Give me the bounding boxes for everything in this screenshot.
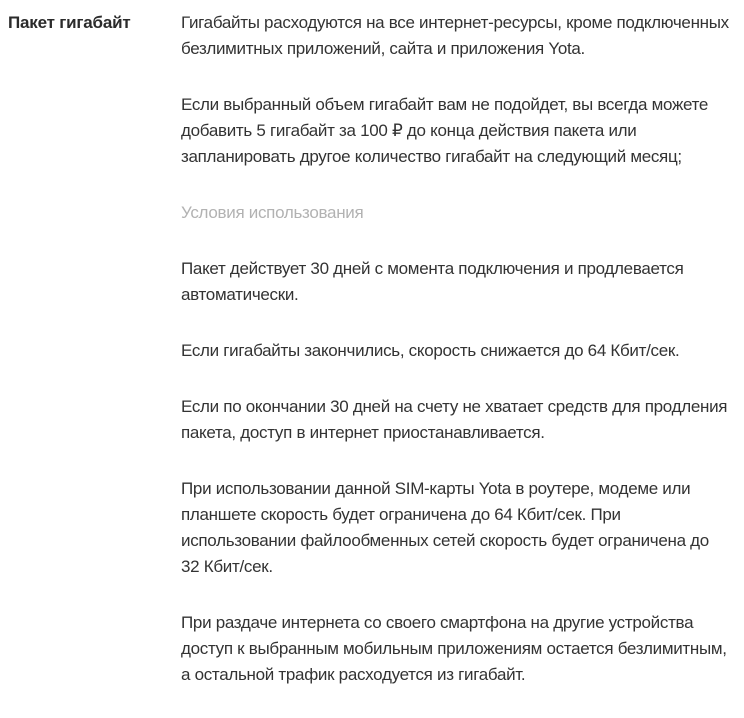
intro-paragraph: Гигабайты расходуются на все интернет-ресурсы, кроме подключенных безлимитных приложений, сайта и приложения Yota. <box>181 13 729 58</box>
section-content-column <box>181 10 729 718</box>
terms-paragraph: При раздаче интернета со своего смартфона на другие устройства доступ к выбранным мобильным приложениям остается безлимитным, а остальной трафик расходуется из гигабайт. <box>181 613 727 684</box>
section-title-column <box>0 10 181 36</box>
terms-paragraph: Если по окончании 30 дней на счету не хватает средств для продления пакета, доступ в интернет приостанавливается. <box>181 397 728 442</box>
intro-paragraph: Если выбранный объем гигабайт вам не подойдет, вы всегда можете добавить 5 гигабайт за 100 ₽ до конца действия пакета или запланировать другое количество гигабайт на следующий месяц; <box>181 95 709 166</box>
section-title: Пакет гигабайт <box>8 13 131 32</box>
terms-paragraph: При использовании данной SIM-карты Yota в роутере, модеме или планшете скорость будет ограничена до 64 Кбит/сек. При использовании файлообменных сетей скорость будет ограничена до 32 Кбит/сек. <box>181 479 709 576</box>
terms-subsection-title: Условия использования <box>181 203 364 222</box>
terms-paragraph: Пакет действует 30 дней с момента подключения и продлевается автоматически. <box>181 259 684 304</box>
terms-paragraph: Если гигабайты закончились, скорость снижается до 64 Кбит/сек. <box>181 341 680 360</box>
